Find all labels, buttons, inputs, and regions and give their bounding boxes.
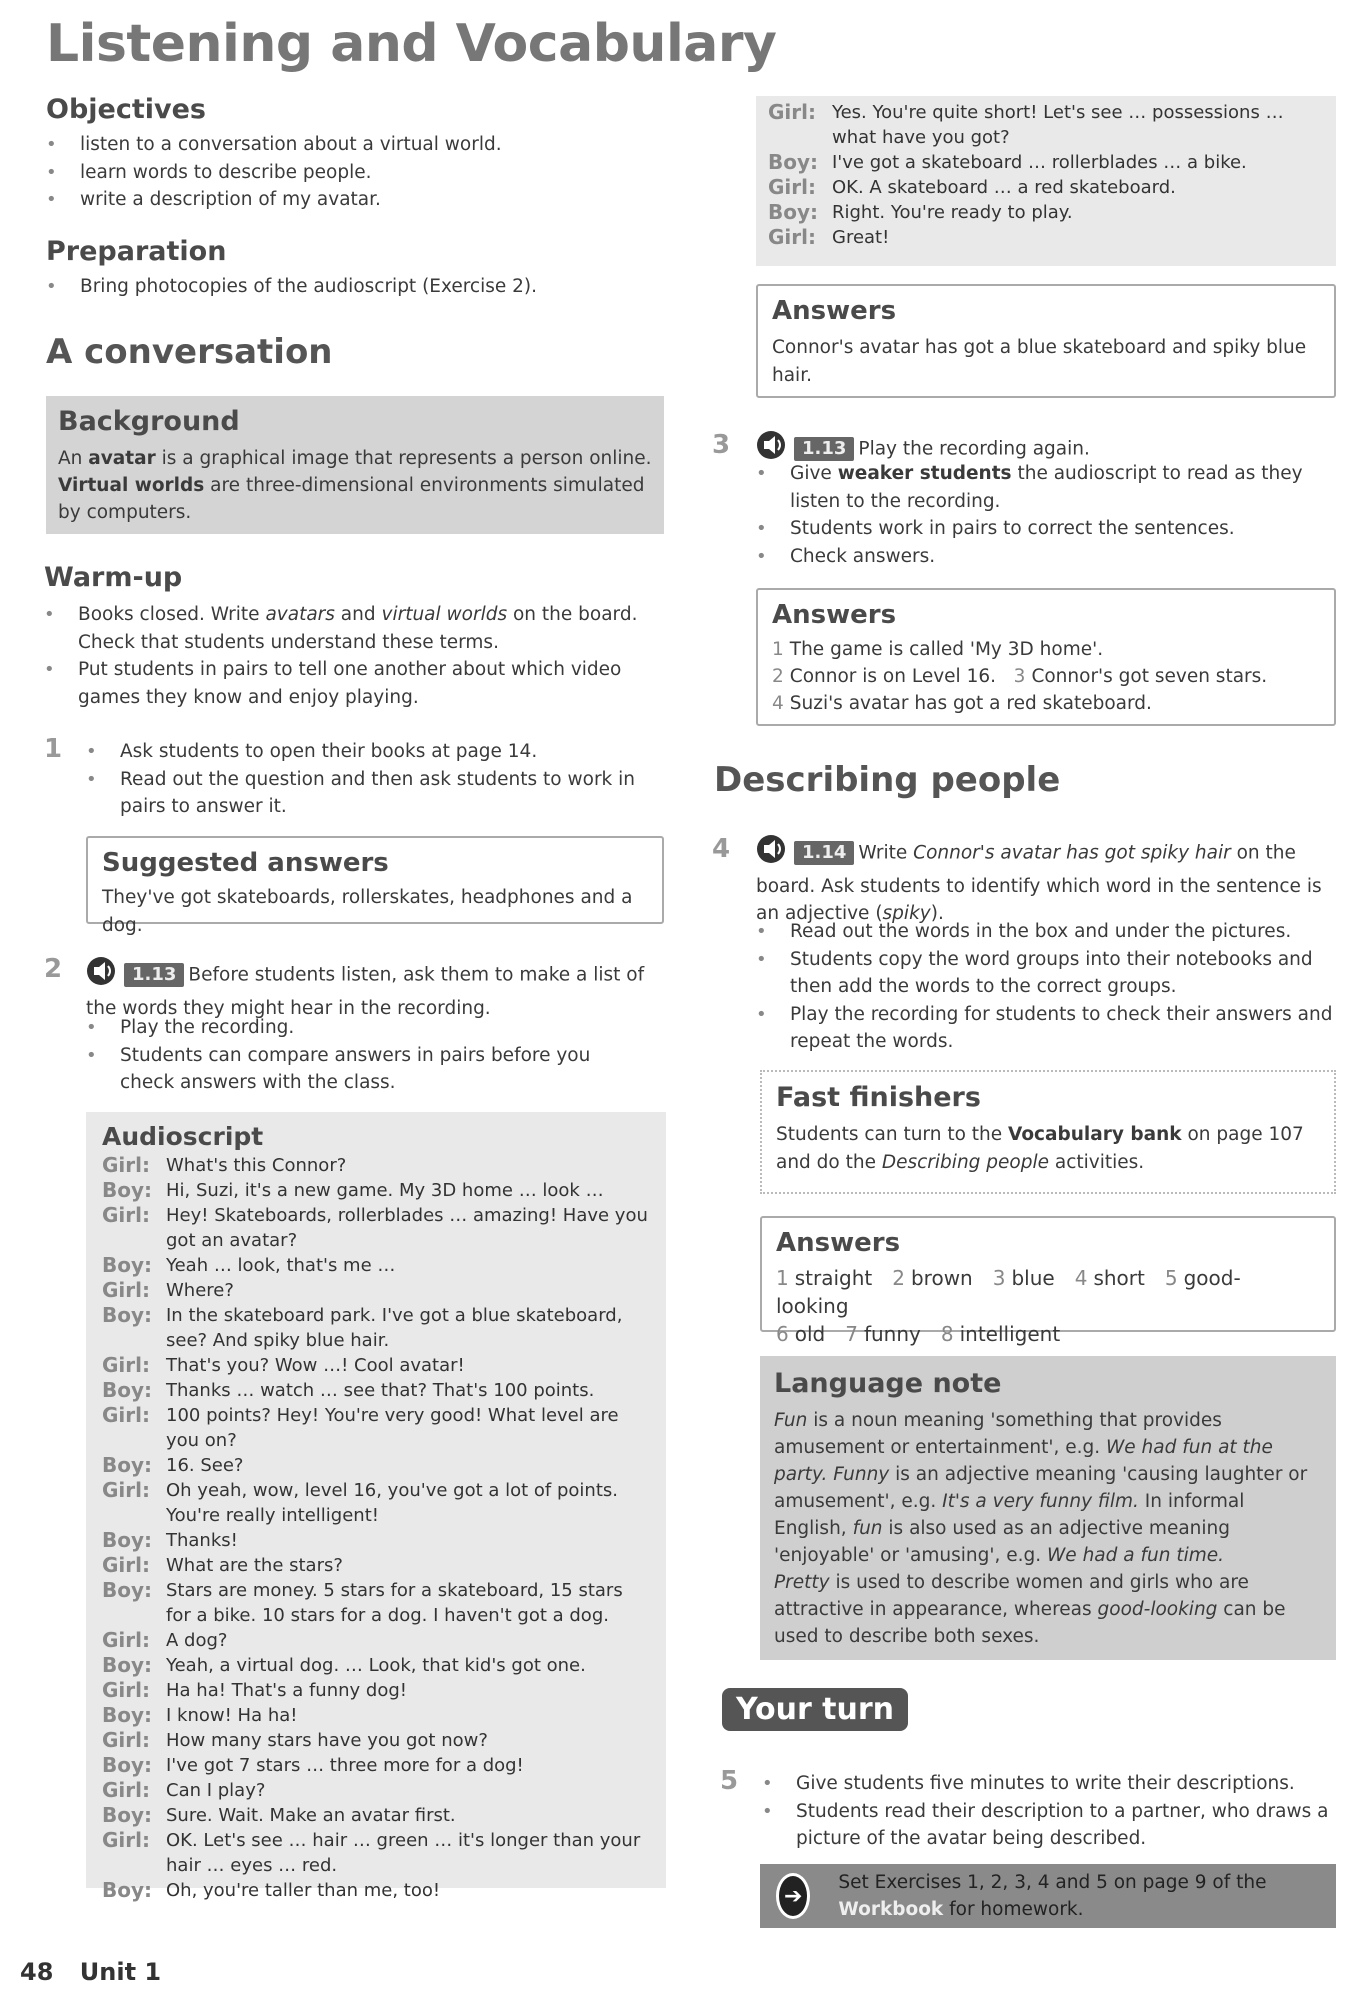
- answers-box-1: [756, 284, 1336, 398]
- speaker-line: Great!: [832, 227, 890, 248]
- speaker-line: Ha ha! That's a funny dog!: [166, 1680, 407, 1701]
- warmup-item: • Books closed. Write avatars and virtual worlds on the board. Check that students understand these terms.: [44, 601, 664, 656]
- script-line: [102, 1478, 650, 1528]
- exercise-3-item: • Give weaker students the audioscript to read as they listen to the recording.: [756, 460, 1336, 515]
- language-note-box: [760, 1356, 1336, 1660]
- speaker-line: OK. A skateboard … a red skateboard.: [832, 177, 1176, 198]
- script-line: [102, 1528, 650, 1553]
- objectives-section: [46, 94, 666, 214]
- speaker-label: Boy:: [102, 1753, 153, 1777]
- footer: [20, 1958, 161, 1986]
- script-line: [102, 1278, 650, 1303]
- exercise-2-list: [86, 1014, 646, 1097]
- answers-heading: Answers: [772, 296, 897, 326]
- exercise-4-list: [756, 918, 1336, 1056]
- unit-label: Unit 1: [79, 1958, 162, 1986]
- script-line: [768, 225, 1324, 250]
- background-box: [46, 396, 664, 534]
- answer-word: intelligent: [959, 1322, 1061, 1346]
- exercise-4-lead: 1.14 Write Connor's avatar has got spiky hair on the board. Ask students to identify which word in the sentence is an adjective (spiky).: [756, 834, 1336, 928]
- speaker-label: Boy:: [102, 1178, 153, 1202]
- audioscript-lines: [102, 1153, 650, 1903]
- track-number-badge: 1.13: [794, 437, 854, 461]
- objective-item: • listen to a conversation about a virtual world.: [46, 131, 666, 159]
- speaker-label: Boy:: [768, 200, 819, 224]
- speaker-label: Boy:: [102, 1253, 153, 1277]
- background-text: An avatar is a graphical image that represents a person online. Virtual worlds are three-dimensional environments simulated by computers.: [58, 448, 652, 523]
- script-line: [768, 150, 1324, 175]
- speaker-label: Boy:: [102, 1878, 153, 1902]
- answer-number: 6: [776, 1322, 789, 1346]
- exercise-5-item: • Students read their description to a partner, who draws a picture of the avatar being described.: [762, 1798, 1336, 1853]
- page-number: 48: [20, 1958, 54, 1986]
- script-line: [102, 1403, 650, 1453]
- objective-item: • learn words to describe people.: [46, 159, 666, 187]
- answers-words: [776, 1264, 1320, 1348]
- speaker-line: That's you? Wow …! Cool avatar!: [166, 1355, 465, 1376]
- speaker-label: Boy:: [102, 1803, 153, 1827]
- script-line: [102, 1178, 650, 1203]
- homework-text: Set Exercises 1, 2, 3, 4 and 5 on page 9 of the Workbook for homework.: [838, 1872, 1267, 1920]
- answer-word: straight: [794, 1266, 873, 1290]
- script-line: [102, 1303, 650, 1353]
- speaker-label: Boy:: [102, 1578, 153, 1602]
- answer-word: brown: [910, 1266, 973, 1290]
- fast-finishers-text: Students can turn to the Vocabulary bank on page 107 and do the Describing people activities.: [776, 1124, 1304, 1173]
- speaker-label: Girl:: [102, 1353, 150, 1377]
- speaker-line: I've got 7 stars … three more for a dog!: [166, 1755, 524, 1776]
- script-line: [768, 100, 1324, 150]
- objective-item: • write a description of my avatar.: [46, 186, 666, 214]
- script-line: [102, 1778, 650, 1803]
- speaker-label: Girl:: [102, 1728, 150, 1752]
- speaker-line: Thanks!: [166, 1530, 238, 1551]
- speaker-line: Yes. You're quite short! Let's see … possessions … what have you got?: [832, 102, 1284, 148]
- answers-box-3: [760, 1216, 1336, 1346]
- speaker-line: Yeah … look, that's me …: [166, 1255, 396, 1276]
- exercise-1-item: • Read out the question and then ask students to work in pairs to answer it.: [86, 766, 646, 821]
- exercise-4-item: • Read out the words in the box and under the pictures.: [756, 918, 1336, 946]
- answer-number: 2: [892, 1266, 905, 1290]
- exercise-1-number: 1: [44, 734, 63, 764]
- speaker-label: Girl:: [102, 1778, 150, 1802]
- track-number-badge: 1.14: [794, 841, 854, 865]
- speaker-line: Right. You're ready to play.: [832, 202, 1073, 223]
- exercise-2-lead: 1.13 Before students listen, ask them to make a list of the words they might hear in the recording.: [86, 956, 646, 1022]
- suggested-answers-box: [86, 836, 664, 936]
- exercise-3-list: [756, 460, 1336, 570]
- speaker-label: Girl:: [768, 100, 816, 124]
- script-line: [102, 1653, 650, 1678]
- answer-number: 5: [1164, 1266, 1178, 1290]
- speaker-line: 16. See?: [166, 1455, 244, 1476]
- track-number-badge: 1.13: [124, 963, 184, 987]
- answer-word: good-looking: [776, 1266, 1241, 1318]
- speaker-label: Girl:: [768, 225, 816, 249]
- audioscript-heading: Audioscript: [102, 1122, 264, 1151]
- exercise-3-lead: 1.13 Play the recording again.: [756, 430, 1336, 469]
- preparation-section: [46, 236, 666, 301]
- fast-finishers-heading: Fast finishers: [776, 1082, 981, 1113]
- answer-number: 8: [940, 1322, 954, 1346]
- exercise-2-item: • Play the recording.: [86, 1014, 646, 1042]
- arrow-right-icon: ➔: [776, 1873, 810, 1919]
- objectives-heading: Objectives: [46, 94, 206, 125]
- speaker-line: What are the stars?: [166, 1555, 343, 1576]
- exercise-1-item: • Ask students to open their books at page 14.: [86, 738, 646, 766]
- answers-text: Connor's avatar has got a blue skateboard and spiky blue hair.: [772, 337, 1307, 386]
- exercise-4-item: • Play the recording for students to check their answers and repeat the words.: [756, 1001, 1336, 1056]
- exercise-1-list: [86, 738, 646, 821]
- script-line: [102, 1728, 650, 1753]
- answer-word: old: [794, 1322, 826, 1346]
- your-turn-banner: [722, 1688, 908, 1731]
- answer-number: 1: [776, 1266, 789, 1290]
- script-line: [102, 1353, 650, 1378]
- warmup-item: • Put students in pairs to tell one another about which video games they know and enjoy playing.: [44, 656, 664, 711]
- speaker-label: Boy:: [102, 1653, 153, 1677]
- answer-number: 4: [1074, 1266, 1088, 1290]
- script-line: [102, 1753, 650, 1778]
- section-describing-people: Describing people: [714, 760, 1061, 800]
- speaker-label: Girl:: [102, 1478, 150, 1502]
- answer-word: blue: [1011, 1266, 1055, 1290]
- audioscript-continued-lines: [768, 100, 1324, 250]
- speaker-label: Boy:: [102, 1303, 153, 1327]
- exercise-4-number: 4: [712, 834, 731, 864]
- fast-finishers-box: [760, 1070, 1336, 1194]
- answers-heading: Answers: [772, 600, 897, 630]
- speaker-line: In the skateboard park. I've got a blue skateboard, see? And spiky blue hair.: [166, 1305, 623, 1351]
- audioscript-continued: [756, 96, 1336, 266]
- speaker-line: What's this Connor?: [166, 1155, 347, 1176]
- speaker-line: I know! Ha ha!: [166, 1705, 298, 1726]
- suggested-answers-text: They've got skateboards, rollerskates, headphones and a dog.: [102, 887, 633, 936]
- script-line: [102, 1678, 650, 1703]
- script-line: [102, 1703, 650, 1728]
- speaker-label: Girl:: [102, 1203, 150, 1227]
- background-heading: Background: [58, 406, 240, 437]
- speaker-line: Sure. Wait. Make an avatar first.: [166, 1805, 456, 1826]
- speaker-label: Girl:: [102, 1628, 150, 1652]
- speaker-label: Boy:: [102, 1453, 153, 1477]
- speaker-line: Can I play?: [166, 1780, 266, 1801]
- speaker-line: How many stars have you got now?: [166, 1730, 488, 1751]
- exercise-5-list: [762, 1770, 1336, 1853]
- language-note-text: Fun is a noun meaning 'something that provides amusement or entertainment', e.g. We had fun at the party. Funny is an adjective meaning 'causing laughter or amusement', e.g. It's a very funny film. In informal English, fun is also used as an adjective meaning 'enjoyable' or 'amusing', e.g. We had a fun time. Pretty is used to describe women and girls who are attractive in appearance, whereas good-looking can be used to describe both sexes.: [774, 1410, 1308, 1647]
- answer-number: 3: [992, 1266, 1006, 1290]
- script-line: [768, 200, 1324, 225]
- suggested-answers-heading: Suggested answers: [102, 848, 389, 878]
- your-turn-label: Your turn: [722, 1688, 908, 1731]
- answers-box-2: [756, 588, 1336, 726]
- answer-word: short: [1093, 1266, 1145, 1290]
- homework-box: [760, 1864, 1336, 1928]
- speaker-label: Boy:: [102, 1378, 153, 1402]
- script-line: [102, 1378, 650, 1403]
- speaker-line: Thanks … watch … see that? That's 100 points.: [166, 1380, 595, 1401]
- speaker-line: Oh, you're taller than me, too!: [166, 1880, 441, 1901]
- speaker-label: Boy:: [102, 1703, 153, 1727]
- audio-cd-icon[interactable]: [86, 956, 124, 995]
- speaker-label: Girl:: [768, 175, 816, 199]
- exercise-2-item: • Students can compare answers in pairs before you check answers with the class.: [86, 1042, 646, 1097]
- exercise-2-number: 2: [44, 954, 63, 984]
- exercise-5-item: • Give students five minutes to write their descriptions.: [762, 1770, 1336, 1798]
- speaker-line: Where?: [166, 1280, 234, 1301]
- warmup-section: [44, 562, 664, 711]
- script-line: [102, 1803, 650, 1828]
- warmup-heading: Warm-up: [44, 562, 183, 593]
- speaker-line: Hi, Suzi, it's a new game. My 3D home … look …: [166, 1180, 604, 1201]
- speaker-line: A dog?: [166, 1630, 228, 1651]
- speaker-label: Girl:: [102, 1553, 150, 1577]
- speaker-line: OK. Let's see … hair … green … it's longer than your hair … eyes … red.: [166, 1830, 641, 1876]
- speaker-label: Girl:: [102, 1153, 150, 1177]
- script-line: [102, 1253, 650, 1278]
- exercise-3-number: 3: [712, 430, 731, 460]
- script-line: [102, 1578, 650, 1628]
- answer-word: funny: [863, 1322, 921, 1346]
- answer-number: 7: [845, 1322, 858, 1346]
- speaker-line: Yeah, a virtual dog. … Look, that kid's got one.: [166, 1655, 586, 1676]
- answers-heading: Answers: [776, 1228, 901, 1258]
- script-line: [102, 1553, 650, 1578]
- language-note-heading: Language note: [774, 1368, 1002, 1399]
- section-a-conversation: A conversation: [46, 332, 333, 372]
- script-line: [102, 1453, 650, 1478]
- speaker-line: Hey! Skateboards, rollerblades … amazing! Have you got an avatar?: [166, 1205, 648, 1251]
- speaker-label: Boy:: [768, 150, 819, 174]
- preparation-heading: Preparation: [46, 236, 227, 267]
- script-line: [102, 1878, 650, 1903]
- speaker-label: Girl:: [102, 1403, 150, 1427]
- script-line: [102, 1628, 650, 1653]
- exercise-3-item: • Students work in pairs to correct the sentences.: [756, 515, 1336, 543]
- speaker-line: Oh yeah, wow, level 16, you've got a lot of points. You're really intelligent!: [166, 1480, 618, 1526]
- script-line: [102, 1203, 650, 1253]
- script-line: [102, 1153, 650, 1178]
- speaker-label: Boy:: [102, 1528, 153, 1552]
- speaker-line: 100 points? Hey! You're very good! What level are you on?: [166, 1405, 619, 1451]
- speaker-label: Girl:: [102, 1278, 150, 1302]
- preparation-item: • Bring photocopies of the audioscript (Exercise 2).: [46, 273, 666, 301]
- answers-list: 1 The game is called 'My 3D home'. 2 Connor is on Level 16. 3 Connor's got seven stars. 4 Suzi's avatar has got a red skateboard.: [772, 639, 1268, 714]
- speaker-line: I've got a skateboard … rollerblades … a bike.: [832, 152, 1247, 173]
- speaker-label: Girl:: [102, 1828, 150, 1852]
- exercise-5-number: 5: [720, 1766, 739, 1796]
- exercise-3-item: • Check answers.: [756, 543, 1336, 571]
- script-line: [102, 1828, 650, 1878]
- speaker-label: Girl:: [102, 1678, 150, 1702]
- audioscript-box: [86, 1112, 666, 1902]
- audio-cd-icon[interactable]: [756, 834, 794, 873]
- page-title: Listening and Vocabulary: [46, 14, 777, 74]
- exercise-4-item: • Students copy the word groups into their notebooks and then add the words to the correct groups.: [756, 946, 1336, 1001]
- speaker-line: Stars are money. 5 stars for a skateboard, 15 stars for a bike. 10 stars for a dog. I haven't got a dog.: [166, 1580, 623, 1626]
- script-line: [768, 175, 1324, 200]
